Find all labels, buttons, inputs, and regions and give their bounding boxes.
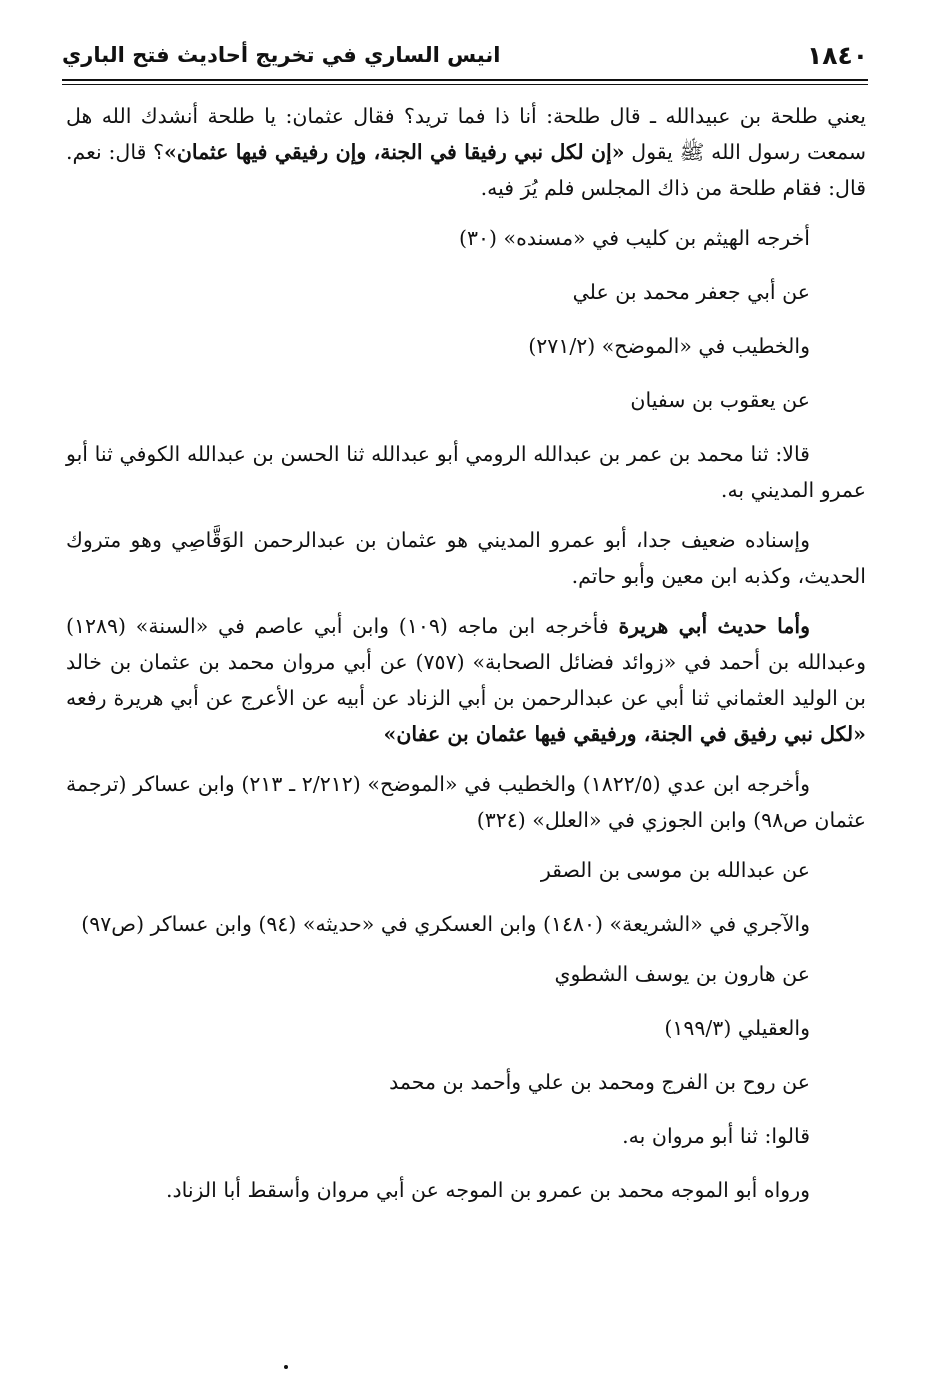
source-line: والخطيب في «الموضح» (٢٧١/٢) <box>528 334 810 358</box>
source-line: عن هارون بن يوسف الشطوي <box>554 962 810 986</box>
speck-mark <box>284 1365 288 1369</box>
source-line: أخرجه الهيثم بن كليب في «مسنده» (٣٠) <box>459 226 810 250</box>
running-header <box>62 34 868 76</box>
header-rule-thick <box>62 79 868 81</box>
page-number: ١٨٤٠ <box>806 40 868 70</box>
hadith-quote: «إن لكل نبي رفيقا في الجنة، وإن رفيقي فيها عثمان» <box>164 140 625 164</box>
source-line: عن أبي جعفر محمد بن علي <box>572 280 810 304</box>
paragraph <box>66 608 866 752</box>
source-line: عن روح بن الفرج ومحمد بن علي وأحمد بن محمد <box>389 1070 810 1094</box>
header-rule-thin <box>62 84 868 85</box>
source-line: عن يعقوب بن سفيان <box>630 388 810 412</box>
book-title: انيس الساري في تخريج أحاديث فتح الباري <box>62 43 501 67</box>
source-line: ورواه أبو الموجه محمد بن عمرو بن الموجه عن أبي مروان وأسقط أبا الزناد. <box>165 1178 810 1202</box>
source-line: قالوا: ثنا أبو مروان به. <box>622 1124 810 1148</box>
source-line: عن عبدالله بن موسى بن الصقر <box>540 858 810 882</box>
paragraph: قالا: ثنا محمد بن عمر بن عبدالله الرومي أبو عبدالله ثنا الحسن بن عبدالله الكوفي ثنا أبو عمرو المديني به. <box>66 442 866 502</box>
page-body <box>66 98 866 1226</box>
text: فأخرجه ابن ماجه (١٠٩) وابن أبي عاصم في «السنة» (١٢٨٩) وعبدالله بن أحمد في «زوائد فضائل الصحابة» (٧٥٧) عن أبي مروان محمد بن عثمان بن خالد بن الوليد العثماني ثنا أبي عن عبدالرحمن بن أبي الزناد عن أبيه عن الأعرج عن أبي هريرة رفعه <box>66 614 866 710</box>
paragraph <box>66 98 866 206</box>
text: يعني طلحة بن عبيدالله ـ قال طلحة: أنا ذا فما تريد؟ فقال عثمان: يا طلحة أنشدك الله هل سمعت رسول الله ﷺ يقول <box>66 104 867 164</box>
paragraph: وإسناده ضعيف جدا، أبو عمرو المديني هو عثمان بن عبدالرحمن الوَقَّاصِي وهو متروك الحديث، وكذبه ابن معين وأبو حاتم. <box>66 528 866 588</box>
section-lead: وأما حديث أبي هريرة <box>618 614 810 638</box>
paragraph: وأخرجه ابن عدي (١٨٢٢/٥) والخطيب في «الموضح» (٢/٢١٢ ـ ٢١٣) وابن عساكر (ترجمة عثمان ص٩٨) وابن الجوزي في «العلل» (٣٢٤) <box>66 772 866 832</box>
source-line: والعقيلي (١٩٩/٣) <box>664 1016 810 1040</box>
hadith-quote: «لكل نبي رفيق في الجنة، ورفيقي فيها عثمان بن عفان» <box>383 722 866 746</box>
text: ؟ قال: نعم. قال: فقام طلحة من ذاك المجلس فلم يُرَ فيه. <box>66 140 866 200</box>
paragraph: والآجري في «الشريعة» (١٤٨٠) وابن العسكري في «حديثه» (٩٤) وابن عساكر (ص٩٧) <box>81 912 810 936</box>
